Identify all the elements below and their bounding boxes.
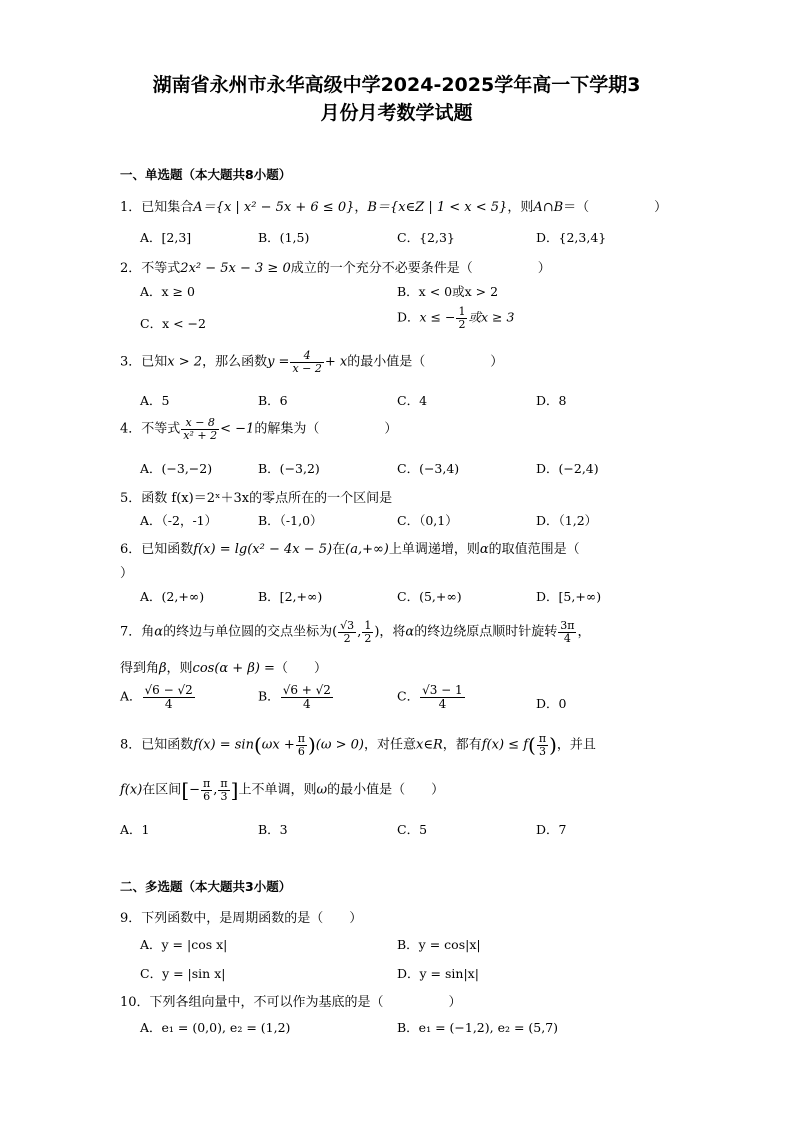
- option-b: B．[2,+∞): [258, 589, 323, 604]
- option-d: D．(−2,4): [536, 461, 599, 476]
- option-a: A．1: [120, 822, 150, 837]
- option-a: A． $\frac{√6 - √2}{4}$: [120, 683, 193, 711]
- option-d: D．[5,+∞): [536, 589, 602, 604]
- option-b: B．e₁ = (−1,2), e₂ = (5,7): [397, 1020, 559, 1035]
- question-4: 4．不等式 $\frac{x - 8}{\text{x² + 2}}$ < −1的解集为（ ）: [120, 416, 398, 442]
- math-expr: A＝{x | x² − 5x + 6 ≤ 0}: [193, 200, 355, 215]
- question-number: 6．: [120, 542, 142, 557]
- question-5: 5．函数 f(x)＝2ˣ＋3x的零点所在的一个区间是: [120, 491, 393, 506]
- fraction: $\frac{3\pi}{4}$: [560, 619, 575, 645]
- option-c: C．4: [397, 393, 428, 408]
- option-b: B．y = cos|x|: [397, 937, 481, 952]
- option-a: A．(−3,−2): [140, 461, 213, 476]
- option-a: A．e₁ = (0,0), e₂ = (1,2): [140, 1020, 291, 1035]
- question-text: 已知集合: [141, 200, 194, 215]
- math-expr: B＝{x∈Z | 1 < x < 5}: [367, 200, 508, 215]
- option-a: A．x ≥ 0: [140, 284, 195, 299]
- question-8: 8．已知函数f(x) = sin(ωx + $\frac{\pi}{6}$ )(ω > 0)，对任意x∈R，都有f(x) ≤ f( $\frac{\pi}{3}$ )，并且: [120, 732, 596, 758]
- fraction: $\frac{4}{x - 2}$: [292, 349, 322, 375]
- math-expr: A∩B: [533, 200, 564, 215]
- option-a: A．（-2，-1）: [140, 513, 218, 528]
- question-text: 成立的一个充分不必要条件是（ ）: [290, 261, 551, 276]
- question-number: 4．: [120, 421, 142, 437]
- option-b: B．3: [258, 822, 288, 837]
- question-number: 1．: [120, 200, 142, 215]
- option-d: D．8: [536, 393, 567, 408]
- question-6-continued: ）: [120, 566, 134, 581]
- question-number: 8．: [120, 737, 142, 753]
- question-text: ＝（ ）: [563, 200, 668, 215]
- option-a: A．(2,+∞): [140, 589, 205, 604]
- question-10: 10．下列各组向量中，不可以作为基底的是（ ）: [120, 995, 462, 1010]
- question-number: 2．: [120, 261, 142, 276]
- question-number: 9．: [120, 911, 142, 926]
- question-8-continued: f(x)在区间[− $\frac{\pi}{6}$ , $\frac{\pi}{3}$ ]上不单调，则ω的最小值是（ ）: [120, 777, 445, 803]
- question-2: [120, 257, 551, 276]
- option-b: B． $\frac{√6 + √2}{4}$: [258, 683, 331, 711]
- option-c: C．x < −2: [140, 316, 206, 331]
- fraction: $\frac{1}{2}$: [364, 619, 372, 645]
- fraction: $\frac{1}{2}$: [458, 305, 466, 331]
- question-9: 9．下列函数中，是周期函数的是（ ）: [120, 911, 363, 926]
- option-b: B．x < 0或x > 2: [397, 284, 499, 299]
- option-c: C．{2,3}: [397, 230, 455, 245]
- question-7-continued: 得到角β，则cos(α + β) =（ ）: [120, 661, 327, 676]
- question-number: 7．: [120, 624, 142, 640]
- option-d: D．0: [536, 696, 567, 711]
- question-6: 6．已知函数f(x) = lg(x² − 4x − 5)在(a,+∞)上单调递增，则α的取值范围是（: [120, 542, 580, 557]
- question-number: 10．: [120, 995, 150, 1010]
- question-1: [120, 196, 667, 215]
- option-d: D．{2,3,4}: [536, 230, 607, 245]
- option-d: D．7: [536, 822, 567, 837]
- option-a: A．[2,3]: [140, 230, 192, 245]
- fraction: $\frac{√3}{2}$: [340, 619, 355, 645]
- page-title-line1: 湖南省永州市永华高级中学2024-2025学年高一下学期3: [152, 74, 641, 96]
- option-c: C．(−3,4): [397, 461, 460, 476]
- option-c: C．y = |sin x|: [140, 966, 226, 981]
- option-a: A．5: [140, 393, 170, 408]
- option-b: B．6: [258, 393, 288, 408]
- option-d: D．（1,2）: [536, 513, 598, 528]
- page-title-line2: 月份月考数学试题: [320, 102, 473, 124]
- math-expr: 2x² − 5x − 3 ≥ 0: [180, 261, 291, 276]
- option-b: B．(1,5): [258, 230, 310, 245]
- option-a: A．y = |cos x|: [140, 937, 228, 952]
- option-c: C．（0,1）: [397, 513, 458, 528]
- option-c: C．(5,+∞): [397, 589, 462, 604]
- question-text: ，: [354, 200, 368, 215]
- option-c: C．5: [397, 822, 428, 837]
- option-b: B．(−3,2): [258, 461, 320, 476]
- option-d: D．x ≤ − $\frac{1}{2}$ 或x ≥ 3: [397, 305, 515, 331]
- question-text: ，则: [507, 200, 534, 215]
- option-d: D．y = sin|x|: [397, 966, 479, 981]
- option-c: C． $\frac{√3 - 1}{4}$: [397, 683, 463, 711]
- section-heading-multi: 二、多选题（本大题共3小题）: [120, 879, 292, 894]
- fraction: $\frac{x - 8}{\text{x² + 2}}$: [183, 416, 218, 442]
- question-3: 3．已知x > 2，那么函数y = $\frac{4}{x - 2}$ + x的最小值是（ ）: [120, 349, 504, 375]
- question-7: 7．角α的终边与单位圆的交点坐标为( $\frac{√3}{2}$ , $\frac{1}{2}$ )，将α的终边绕原点顺时针旋转 $\frac{3\pi}{4}$ ，: [120, 619, 591, 645]
- question-text: 不等式: [141, 261, 181, 276]
- option-b: B．（-1,0）: [258, 513, 323, 528]
- question-number: 5．: [120, 491, 142, 506]
- question-number: 3．: [120, 354, 142, 370]
- section-heading-single: 一、单选题（本大题共8小题）: [120, 167, 292, 182]
